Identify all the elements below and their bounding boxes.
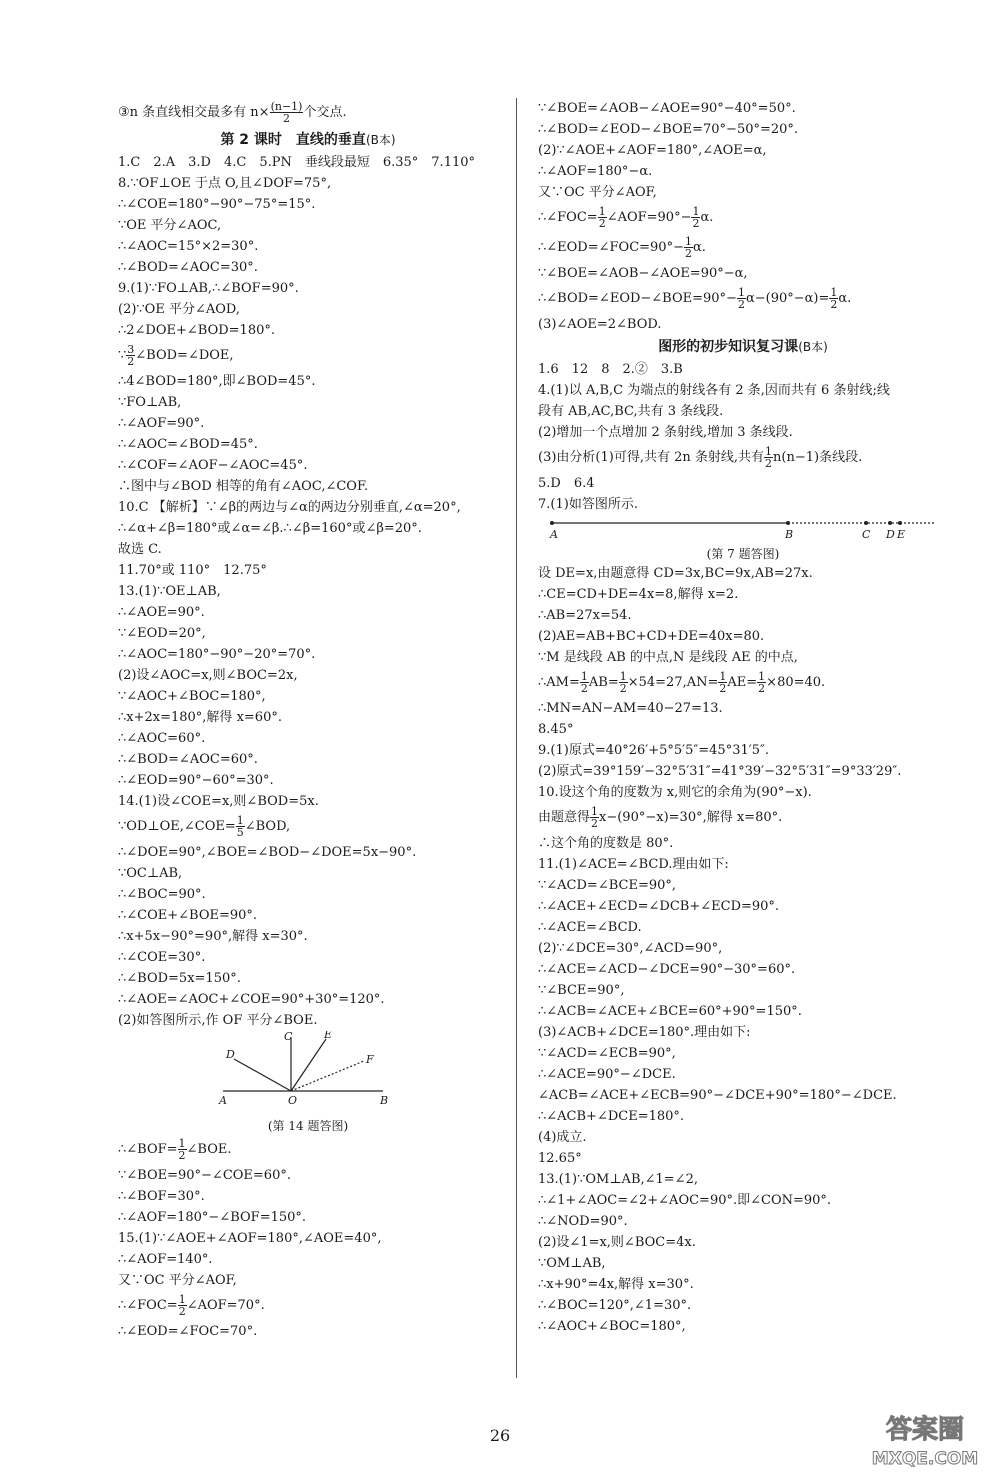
text-line: ∴∠EOD=∠FOC=70°. bbox=[118, 1324, 258, 1339]
fraction: $\frac{1}{2}$ bbox=[580, 670, 588, 695]
fraction: $\frac{1}{2}$ bbox=[758, 670, 766, 695]
text-line: ∴x+90°=4x,解得 x=30°. bbox=[538, 1277, 694, 1292]
page-number: 26 bbox=[489, 1426, 511, 1445]
text-line: ∴∠FOC= $\frac{1}{2}$ ∠AOF=70°. bbox=[118, 1293, 265, 1318]
text-line: 由题意得 $\frac{1}{2}$ x−(90°−x)=30°,解得 x=80°. bbox=[538, 805, 783, 830]
text-line: ∵OC⊥AB, bbox=[118, 866, 183, 881]
ray-oe bbox=[291, 1039, 326, 1091]
text-line: (2)∵∠AOE+∠AOF=180°,∠AOE=α, bbox=[538, 143, 767, 158]
text-line: ∴∠NOD=90°. bbox=[538, 1214, 628, 1229]
text-line: ∵∠EOD=20°, bbox=[118, 626, 206, 641]
text-line: ③n 条直线相交最多有 n× $\frac{(n-1)}{2}$ 个交点. bbox=[118, 100, 347, 125]
text-line: (2)∵∠DCE=30°,∠ACD=90°, bbox=[538, 941, 723, 956]
label-d: D bbox=[226, 1048, 235, 1061]
text-line: 9.(1)∵FO⊥AB,∴∠BOF=90°. bbox=[118, 281, 299, 296]
text-line: ∴∠EOD=90°−60°=30°. bbox=[118, 773, 274, 788]
text-line: (2)设∠AOC=x,则∠BOC=2x, bbox=[118, 668, 298, 683]
text-line: (2)原式=39°159′−32°5′31″=41°39′−32°5′31″=9°33′29″. bbox=[538, 764, 902, 779]
figure-7-diagram bbox=[538, 515, 948, 541]
text-line: ∴∠AOC=15°×2=30°. bbox=[118, 239, 259, 254]
text-line: ∴∠ACE=∠ACD−∠DCE=90°−30°=60°. bbox=[538, 962, 796, 977]
text-line: ∴∠BOD=∠AOC=30°. bbox=[118, 260, 258, 275]
text-line: 段有 AB,AC,BC,共有 3 条线段. bbox=[538, 404, 724, 419]
text-line: ∵∠BOE=90°−∠COE=60°. bbox=[118, 1168, 291, 1183]
label-o: O bbox=[288, 1094, 298, 1107]
text-line: ∴MN=AN−AM=40−27=13. bbox=[538, 701, 723, 716]
figure-14-diagram bbox=[118, 1031, 498, 1113]
section-heading: 第 2 课时 直线的垂直(B本) bbox=[220, 132, 396, 148]
text-line: 11.(1)∠ACE=∠BCD.理由如下: bbox=[538, 857, 729, 872]
text-line: (2)如答图所示,作 OF 平分∠BOE. bbox=[118, 1013, 318, 1028]
right-column bbox=[538, 98, 948, 1337]
text-line: ∵∠BOE=∠AOB−∠AOE=90°−α, bbox=[538, 266, 748, 281]
text-line: 又∵OC 平分∠AOF, bbox=[118, 1273, 237, 1288]
text-line: 1.6 12 8 2.② 3.B bbox=[538, 362, 683, 377]
text-line: ∴∠AOC=60°. bbox=[118, 731, 206, 746]
fraction: $\frac{1}{2}$ bbox=[178, 1293, 186, 1318]
ray-of bbox=[291, 1061, 364, 1091]
label-c: C bbox=[284, 1031, 293, 1043]
point-a bbox=[550, 521, 554, 525]
fraction: $\frac{1}{2}$ bbox=[178, 1137, 186, 1162]
label-a: A bbox=[219, 1094, 227, 1107]
fraction: $\frac{1}{2}$ bbox=[619, 670, 627, 695]
text-line: ∴∠AOF=140°. bbox=[118, 1252, 213, 1267]
text-line: ∴∠AOE=90°. bbox=[118, 605, 205, 620]
text-line: ∵∠ACD=∠ECB=90°, bbox=[538, 1046, 676, 1061]
text-line: ∴x+5x−90°=90°,解得 x=30°. bbox=[118, 929, 308, 944]
text-line: 10.C 【解析】∵∠β的两边与∠α的两边分别垂直,∠α=20°, bbox=[118, 500, 461, 515]
text-line: ∴∠AOF=180°−∠BOF=150°. bbox=[118, 1210, 307, 1225]
label-c: C bbox=[862, 528, 871, 541]
text-line: 5.D 6.4 bbox=[538, 476, 595, 491]
text-line: ∴∠AOE=∠AOC+∠COE=90°+30°=120°. bbox=[118, 992, 385, 1007]
watermark-top-text: 答案圈 bbox=[885, 1415, 965, 1445]
text-line: ∵M 是线段 AB 的中点,N 是线段 AE 的中点, bbox=[538, 650, 798, 665]
text-line: ∴∠COE=30°. bbox=[118, 950, 206, 965]
text-line: ∴∠BOF= $\frac{1}{2}$ ∠BOE. bbox=[118, 1137, 232, 1162]
text-line: (2)AE=AB+BC+CD+DE=40x=80. bbox=[538, 629, 765, 644]
label-e: E bbox=[324, 1031, 333, 1041]
figure-14 bbox=[118, 1031, 498, 1135]
text-line: 1.C 2.A 3.D 4.C 5.PN 垂线段最短 6.35° 7.110° bbox=[118, 155, 476, 170]
figure-14-caption: (第 14 题答图) bbox=[267, 1119, 349, 1133]
point-d bbox=[888, 521, 892, 525]
text-line: ∴∠DOE=90°,∠BOE=∠BOD−∠DOE=5x−90°. bbox=[118, 845, 417, 860]
text-line: ∴∠AOC=180°−90°−20°=70°. bbox=[118, 647, 316, 662]
text-line: ∴∠1+∠AOC=∠2+∠AOC=90°.即∠CON=90°. bbox=[538, 1193, 832, 1208]
text-line: (2)增加一个点增加 2 条射线,增加 3 条线段. bbox=[538, 425, 793, 440]
label-f: F bbox=[366, 1053, 374, 1066]
text-line: ∴x+2x=180°,解得 x=60°. bbox=[118, 710, 282, 725]
text-line: ∴∠α+∠β=180°或∠α=∠β.∴∠β=160°或∠β=20°. bbox=[118, 521, 422, 536]
text-line: (2)设∠1=x,则∠BOC=4x. bbox=[538, 1235, 696, 1250]
text-line: 14.(1)设∠COE=x,则∠BOD=5x. bbox=[118, 794, 319, 809]
text-line: 4.(1)以 A,B,C 为端点的射线各有 2 条,因而共有 6 条射线;线 bbox=[538, 383, 890, 398]
text-line: ∵OE 平分∠AOC, bbox=[118, 218, 222, 233]
text-line: 又∵OC 平分∠AOF, bbox=[538, 185, 657, 200]
text-line: ∴∠ACE=90°−∠DCE. bbox=[538, 1067, 676, 1082]
column-divider bbox=[516, 98, 517, 1378]
text-line: ∴4∠BOD=180°,即∠BOD=45°. bbox=[118, 374, 316, 389]
text-line: (3)∠ACB+∠DCE=180°.理由如下: bbox=[538, 1025, 751, 1040]
fraction: $\frac{1}{2}$ bbox=[765, 445, 773, 470]
text-line: ∵∠BOE=∠AOB−∠AOE=90°−40°=50°. bbox=[538, 101, 796, 116]
text-line: ∴∠BOD=∠EOD−∠BOE=70°−50°=20°. bbox=[538, 122, 799, 137]
text-line: ∵OM⊥AB, bbox=[538, 1256, 606, 1271]
text-line: (3)由分析(1)可得,共有 2n 条射线,共有 $\frac{1}{2}$ n(n−1)条线段. bbox=[538, 445, 863, 470]
point-e bbox=[898, 521, 902, 525]
text-line: ∴∠ACE+∠ECD=∠DCB+∠ECD=90°. bbox=[538, 899, 780, 914]
text-line: 故选 C. bbox=[118, 542, 162, 557]
text-line: ∴∠BOD=∠AOC=60°. bbox=[118, 752, 258, 767]
text-line: ∵∠ACD=∠BCE=90°, bbox=[538, 878, 677, 893]
text-line: ∴∠BOC=120°,∠1=30°. bbox=[538, 1298, 692, 1313]
fraction: $\frac{3}{2}$ bbox=[127, 343, 135, 368]
text-line: ∴∠AOF=90°. bbox=[118, 416, 205, 431]
text-line: ∴2∠DOE+∠BOD=180°. bbox=[118, 323, 276, 338]
fraction: $\frac{1}{2}$ bbox=[692, 205, 700, 230]
text-line: 11.70°或 110° 12.75° bbox=[118, 563, 267, 578]
fraction: $\frac{1}{2}$ bbox=[598, 205, 606, 230]
label-b: B bbox=[380, 1094, 389, 1107]
section-heading: 图形的初步知识复习课(B本) bbox=[658, 339, 828, 355]
text-line: 8.∵OF⊥OE 于点 O,且∠DOF=75°, bbox=[118, 176, 332, 191]
fraction: $\frac{1}{2}$ bbox=[719, 670, 727, 695]
point-c bbox=[864, 521, 868, 525]
label-a: A bbox=[550, 528, 558, 541]
point-b bbox=[786, 521, 790, 525]
text-line: (4)成立. bbox=[538, 1130, 587, 1145]
ray-od bbox=[234, 1059, 291, 1091]
text-line: ∵FO⊥AB, bbox=[118, 395, 182, 410]
text-line: ∴∠ACB=∠ACE+∠BCE=60°+90°=150°. bbox=[538, 1004, 802, 1019]
fraction: $\frac{1}{2}$ bbox=[684, 235, 692, 260]
text-line: ∴∠COF=∠AOF−∠AOC=45°. bbox=[118, 458, 308, 473]
text-line: ∴∠AOF=180°−α. bbox=[538, 164, 653, 179]
text-line: 13.(1)∵OM⊥AB,∠1=∠2, bbox=[538, 1172, 698, 1187]
text-line: 13.(1)∵OE⊥AB, bbox=[118, 584, 221, 599]
text-line: ∴∠COE+∠BOE=90°. bbox=[118, 908, 258, 923]
fraction: $\frac{1}{5}$ bbox=[236, 814, 244, 839]
text-line: ∴AM= $\frac{1}{2}$ AB= $\frac{1}{2}$ ×54=27,AN= $\frac{1}{2}$ AE= $\frac{1}{2}$ ×80=40. bbox=[538, 670, 826, 695]
watermark-logo bbox=[870, 1408, 980, 1472]
figure-7-caption: (第 7 题答图) bbox=[706, 547, 780, 561]
fraction: $\frac{(n-1)}{2}$ bbox=[270, 100, 303, 125]
fraction: $\frac{1}{2}$ bbox=[737, 286, 745, 311]
text-line: 设 DE=x,由题意得 CD=3x,BC=9x,AB=27x. bbox=[538, 566, 813, 581]
text-line: ∴∠BOD=5x=150°. bbox=[118, 971, 241, 986]
text-line: ∴∠FOC= $\frac{1}{2}$ ∠AOF=90°− $\frac{1}{2}$ α. bbox=[538, 205, 714, 230]
text-line: ∴∠AOC+∠BOC=180°, bbox=[538, 1319, 686, 1334]
text-line: 8.45° bbox=[538, 722, 574, 737]
text-line: ∴∠BOF=30°. bbox=[118, 1189, 205, 1204]
label-d: D bbox=[886, 528, 895, 541]
text-line: ∴∠ACB+∠DCE=180°. bbox=[538, 1109, 685, 1124]
text-line: ∵ $\frac{3}{2}$ ∠BOD=∠DOE, bbox=[118, 343, 234, 368]
text-line: (3)∠AOE=2∠BOD. bbox=[538, 317, 662, 332]
text-line: ∵∠AOC+∠BOC=180°, bbox=[118, 689, 266, 704]
fraction: $\frac{1}{2}$ bbox=[591, 805, 599, 830]
text-line: ∴∠ACE=∠BCD. bbox=[538, 920, 642, 935]
text-line: 9.(1)原式=40°26′+5°5′5″=45°31′5″. bbox=[538, 743, 769, 758]
text-line: ∴∠AOC=∠BOD=45°. bbox=[118, 437, 258, 452]
text-line: (2)∵OE 平分∠AOD, bbox=[118, 302, 240, 317]
text-line: ∴∠BOC=90°. bbox=[118, 887, 206, 902]
text-line: ∴∠BOD=∠EOD−∠BOE=90°− $\frac{1}{2}$ α−(90°−α)= $\frac{1}{2}$ α. bbox=[538, 286, 852, 311]
figure-7 bbox=[538, 515, 948, 563]
fraction: $\frac{1}{2}$ bbox=[830, 286, 838, 311]
text-line: ∠ACB=∠ACE+∠ECB=90°−∠DCE+90°=180°−∠DCE. bbox=[538, 1088, 897, 1103]
text-line: ∴图中与∠BOD 相等的角有∠AOC,∠COF. bbox=[118, 479, 369, 494]
text-line: ∵OD⊥OE,∠COE= $\frac{1}{5}$ ∠BOD, bbox=[118, 814, 291, 839]
text-line: 12.65° bbox=[538, 1151, 582, 1166]
text-line: 15.(1)∵∠AOE+∠AOF=180°,∠AOE=40°, bbox=[118, 1231, 382, 1246]
text-line: ∵∠BCE=90°, bbox=[538, 983, 625, 998]
watermark-bottom-text: MXQE.COM bbox=[871, 1449, 979, 1469]
label-e: E bbox=[897, 528, 906, 541]
text-line: ∴∠COE=180°−90°−75°=15°. bbox=[118, 197, 316, 212]
text-line: ∴这个角的度数是 80°. bbox=[538, 836, 674, 851]
label-b: B bbox=[785, 528, 794, 541]
text-line: ∴CE=CD+DE=4x=8,解得 x=2. bbox=[538, 587, 739, 602]
left-column bbox=[118, 98, 498, 1342]
text-line: ∴AB=27x=54. bbox=[538, 608, 632, 623]
text-line: 7.(1)如答图所示. bbox=[538, 497, 638, 512]
text-line: ∴∠EOD=∠FOC=90°− $\frac{1}{2}$ α. bbox=[538, 235, 706, 260]
text-line: 10.设这个角的度数为 x,则它的余角为(90°−x). bbox=[538, 785, 812, 800]
